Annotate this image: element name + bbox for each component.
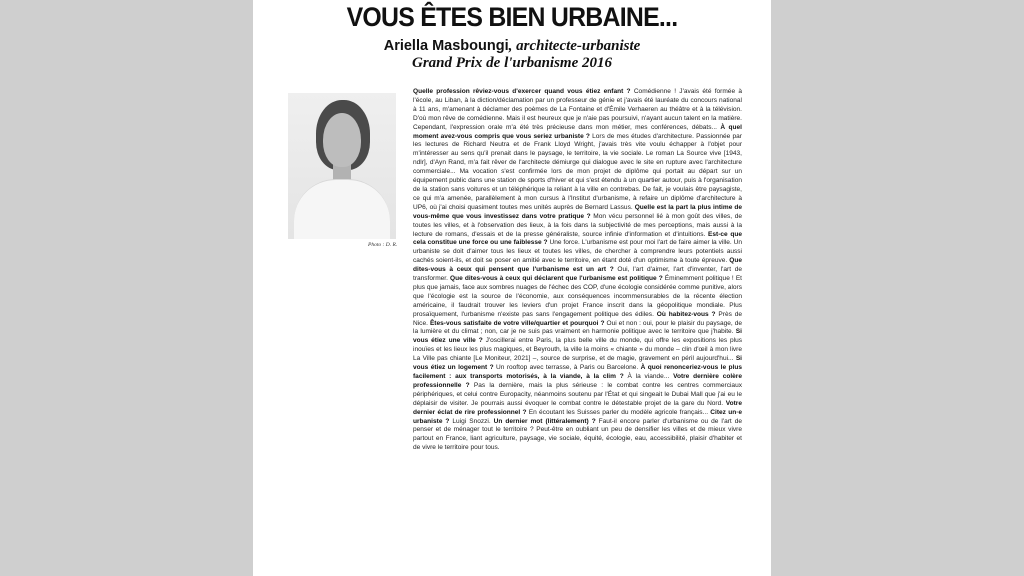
interview-answer: Oui, l'art d'aimer, l'art d'inventer, l'art de transformer. <box>413 266 742 283</box>
interview-answer: Une force. L'urbanisme est pour moi l'art de faire aimer la ville. Un urbaniste se doit d'aimer tous les lieux et toutes les villes, de chercher à comprendre leurs potentiels aussi cachés soient-ils, et doit se poser en amitié avec le territoire, en étant doté d'un optimisme à toute épreuve. <box>413 239 742 265</box>
interview-question: Que dites-vous à ceux qui pensent que l'urbanisme est un art ? <box>413 257 742 274</box>
author-prize: Grand Prix de l'urbanisme 2016 <box>411 55 613 71</box>
author-name: Ariella Masboungi <box>383 38 509 54</box>
interview-body <box>413 88 742 573</box>
interview-question: Que dites-vous à ceux qui déclarent que l'urbanisme est politique ? <box>450 275 663 283</box>
interview-question: Si vous étiez un logement ? <box>413 355 742 372</box>
author-role: , architecte-urbaniste <box>508 38 641 54</box>
photo-caption: Photo : D. R. <box>368 242 398 248</box>
interview-question: Est-ce que cela constitue une force ou une faiblesse ? <box>413 230 742 247</box>
interview-question: Si vous étiez une ville ? <box>413 328 742 345</box>
interview-question: Quelle profession rêviez-vous d'exercer quand vous étiez enfant ? <box>413 88 631 95</box>
interview-answer: Éminemment politique ! Et plus que jamais, face aux sombres nuages de l'échec des COP, d'une écologie considérée comme punitive, alors que l'écologie est la source de l'économie, aux conséquences incommensurables de la récente élection américaine, il faudrait trouver les leviers d'un projet France inscrit dans la géopolitique mondiale. Plus prosaïquement, l'urbanisme n'existe pas sans l'engagement politique des édiles. <box>413 275 742 318</box>
interview-question: Citez un·e urbaniste ? <box>413 408 742 425</box>
interview-question: Quelle est la part la plus intime de vous-même que vous investissez dans votre pratique ? <box>413 203 742 220</box>
interview-answer: Comédienne ! J'avais été formée à l'école, au Liban, à la diction/déclamation par un professeur de génie et j'avais été lauréate du concours national à 11 ans, m'amenant à déclamer des poèmes de La Fontaine et d'Émile Verhaeren au théâtre et à la télévision. D'où mon rêve de comédienne. Mais il est heureux que je n'aie pas poursuivi, n'ayant aucun talent en la matière. Cependant, l'expression orale m'a été très précieuse dans mon métier, mes conférences, débats... <box>413 88 742 131</box>
interview-answer: Faut-il encore parler d'urbanisme ou de l'art de penser et de ménager tout le territoire ? Peut-être en oubliant un peu de densifier les villes et de mieux vivre partout en France, liant agriculture, paysage, vie sociale, équité, écologie, eau, accessibilité, plaisir d'habiter et de vivre le territoire pour tous. <box>413 417 742 452</box>
interview-question: Êtes-vous satisfaite de votre ville/quartier et pourquoi ? <box>429 319 605 327</box>
interview-answer: Lors de mes études d'architecture. Passionnée par les lectures de Richard Neutra et de Frank Lloyd Wright, j'avais très vite voulu échapper à l'objet pour m'intéresser au sens qu'il prenait dans le paysage, le territoire, la vie sociale. Le roman La Source vive [1943, ndlr], d'Ayn Rand, m'a fait rêver de l'architecte démiurge qui dialogue avec le site en rupture avec l'architecture commerciale... Ma vocation s'est confirmée lors de mon projet de diplôme qui portait au départ sur un équipement public dans une station de sports d'hiver et qui s'est étendu à un quartier autour, puis à l'organisation de la station sans voitures et un téléphérique la reliant à la ville en contrebas. De fait, je voulais être paysagiste, ce qui m'a amenée, parallèlement à mon cursus à l'Institut d'urbanisme, à refaire un diplôme d'architecture à UP6, où j'ai choisi quasiment toutes mes unités auprès de Bernard Lassus. <box>413 132 742 211</box>
interview-answer: À la viande... <box>627 373 670 380</box>
interview-answer: Luigi Snozzi. <box>452 417 491 425</box>
interview-question: Un dernier mot (littéralement) ? <box>493 417 596 425</box>
byline <box>253 38 771 55</box>
interview-answer: Près de Nice. <box>413 310 742 327</box>
interview-answer: J'oscillerai entre Paris, la plus belle ville du monde, qui offre les expositions les plus inouïes et les lieux les plus magiques, et Beyrouth, la ville la moins « chiante » du monde – clin d'œil à mon livre La Ville pas chiante [Le Moniteur, 2021] –, source de surprise, et de magie, gravement en péril aujourd'hui... <box>413 337 742 363</box>
interview-question: Votre dernière colère professionnelle ? <box>413 373 742 389</box>
interview-answer: Un rooftop avec terrasse, à Paris ou Barcelone. <box>496 364 639 372</box>
interview-answer: Oui et non : oui, pour le plaisir du paysage, de la lumière et du climat ; non, car je ne suis pas vraiment en harmonie politique avec le territoire que j'habite. <box>413 319 742 336</box>
author-photo <box>288 93 396 239</box>
magazine-page <box>253 0 771 576</box>
interview-question: Votre dernier éclat de rire professionnel ? <box>413 399 742 416</box>
interview-question: Où habitez-vous ? <box>656 310 716 318</box>
interview-answer: Mon vécu personnel lié à mon goût des villes, de toutes les villes, et à l'observation des lieux, à la fois dans la subjectivité de mes perceptions, mais aussi à la lecture de romans, d'essais et de la presse généraliste, source infinie d'information et d'intuitions. <box>413 212 742 238</box>
interview-answer: Pas la dernière, mais la plus sérieuse : le combat contre les centres commerciaux périphériques, et celui contre Europacity, néanmoins soutenu par l'État et qui singeait le Dubai Mall que j'ai eu le déplaisir de visiter. Je pourrais aussi évoquer le combat contre le détestable projet de la gare du Nord. <box>413 381 742 407</box>
interview-question: À quoi renonceriez-vous le plus facilement : aux transports motorisés, à la viande, à la clim ? <box>413 364 742 380</box>
interview-question: À quel moment avez-vous compris que vous seriez urbaniste ? <box>413 123 742 140</box>
interview-answer: En écoutant les Suisses parler du modèle agricole français... <box>528 408 709 416</box>
article-title: VOUS ÊTES BIEN URBAINE... <box>346 2 678 32</box>
